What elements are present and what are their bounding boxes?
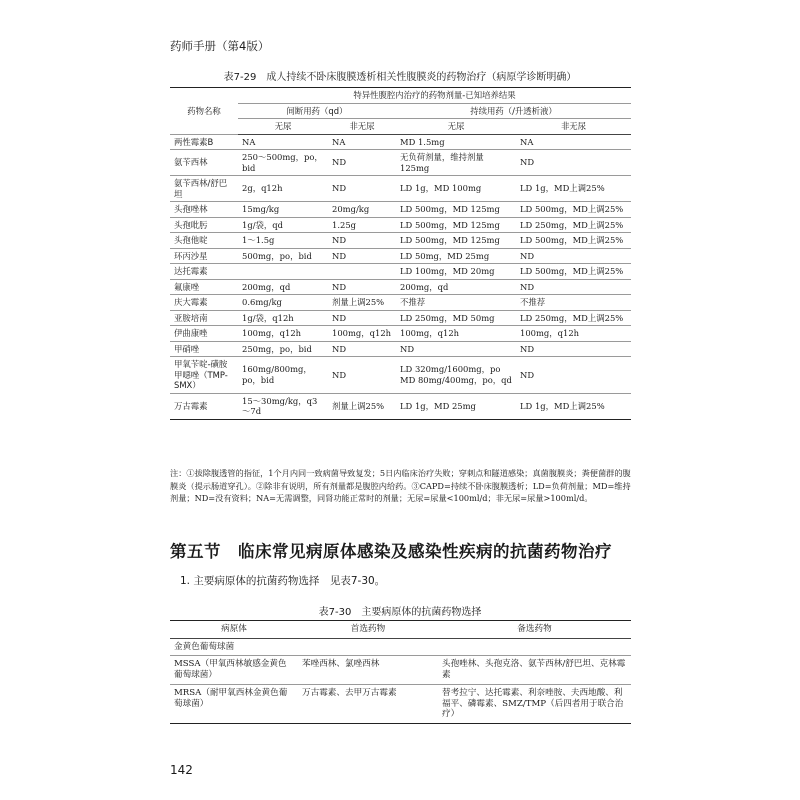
drug-name-cell: 达托霉素 [170,264,238,280]
dose-cell: 100mg，q12h [238,326,328,342]
dose-cell: LD 500mg，MD 125mg [396,233,516,249]
table-row [170,264,631,280]
table-row [170,341,631,357]
first-choice-header: 首选药物 [298,621,438,639]
dose-cell: ND [328,310,396,326]
table-row [170,217,631,233]
drug-name-cell: 头孢唑林 [170,202,238,218]
intermittent-header: 间断用药（qd） [238,103,396,119]
table-row [170,656,631,684]
continuous-header: 持续用药（/升透析液） [396,103,631,119]
first-choice-cell: 苯唑西林、氯唑西林 [298,656,438,684]
anuric-header: 无尿 [396,119,516,135]
table-row [170,202,631,218]
dose-cell: 1g/袋，q12h [238,310,328,326]
pathogen-cell: MSSA（甲氧西林敏感金黄色葡萄球菌） [170,656,298,684]
drug-name-cell: 伊曲康唑 [170,326,238,342]
dose-cell: LD 500mg，MD上调25% [516,233,631,249]
alternative-cell: 头孢唑林、头孢克洛、氨苄西林/舒巴坦、克林霉素 [438,656,631,684]
table1-notes: 注：①拔除腹透管的指征，1个月内同一致病菌导致复发；5日内临床治疗失败；穿刺点和隧道感染；真菌腹膜炎；粪便菌群的腹膜炎（提示肠道穿孔）。②除非有说明，所有剂量都是腹腔内给药。③CAPD=持续不卧床腹膜透析；LD=负荷剂量；MD=维持剂量；ND=没有资料；NA=无需调整，同肾功能正常时的剂量；无尿=尿量<100ml/d；非无尿=尿量>100ml/d。 [170,468,631,504]
drug-name-cell: 头孢他啶 [170,233,238,249]
pathogen-cell: MRSA（耐甲氧西林金黄色葡萄球菌） [170,684,298,723]
dose-cell: LD 250mg，MD上调25% [516,310,631,326]
table-row [170,638,631,656]
dose-cell: LD 320mg/1600mg，po MD 80mg/400mg，po，qd [396,357,516,394]
alternative-header: 备选药物 [438,621,631,639]
drug-name-cell: 头孢吡肟 [170,217,238,233]
nonanuric-header: 非无尿 [328,119,396,135]
dose-cell: 0.6mg/kg [238,295,328,311]
dose-cell: 1g/袋，qd [238,217,328,233]
dose-cell [238,264,328,280]
drug-name-cell: 亚胺培南 [170,310,238,326]
dose-cell: NA [516,134,631,150]
dose-cell: 15～30mg/kg，q3～7d [238,393,328,419]
dose-cell: 160mg/800mg，po，bid [238,357,328,394]
anuric-header: 无尿 [238,119,328,135]
drug-name-header: 药物名称 [170,88,238,135]
dose-cell: LD 500mg，MD 125mg [396,217,516,233]
dose-cell: ND [328,279,396,295]
drug-name-cell: 甲氧苄啶-磺胺甲噁唑（TMP-SMX） [170,357,238,394]
dose-cell: LD 1g，MD上调25% [516,176,631,202]
table1-top-header: 特异性腹腔内治疗的药物剂量-已知培养结果 [238,88,631,104]
pathogen-table [170,620,631,724]
dose-cell: 不推荐 [516,295,631,311]
dose-cell: LD 1g，MD 100mg [396,176,516,202]
table2-caption: 表7-30 主要病原体的抗菌药物选择 [318,607,482,618]
dose-cell: MD 1.5mg [396,134,516,150]
dose-cell: 100mg，q12h [516,326,631,342]
dose-cell: ND [328,176,396,202]
dose-cell: 20mg/kg [328,202,396,218]
table-row [170,279,631,295]
drug-name-cell: 两性霉素B [170,134,238,150]
dose-cell: LD 250mg，MD 50mg [396,310,516,326]
dose-cell: 15mg/kg [238,202,328,218]
dose-cell: LD 100mg，MD 20mg [396,264,516,280]
dose-cell: ND [328,357,396,394]
table-row [170,134,631,150]
dose-cell: ND [516,357,631,394]
drug-name-cell: 氨苄西林/舒巴坦 [170,176,238,202]
dose-cell: 1～1.5g [238,233,328,249]
dose-cell: 剂量上调25% [328,393,396,419]
dose-cell: ND [328,248,396,264]
table-row [170,233,631,249]
dose-cell: 1.25g [328,217,396,233]
table-row [170,357,631,394]
pathogen-header: 病原体 [170,621,298,639]
table-row [170,393,631,419]
table-row [170,326,631,342]
dose-cell: ND [516,341,631,357]
table-row [170,248,631,264]
dose-cell: 2g，q12h [238,176,328,202]
drug-name-cell: 万古霉素 [170,393,238,419]
dose-cell: 不推荐 [396,295,516,311]
dose-cell: ND [396,341,516,357]
dose-cell: 250～500mg，po，bid [238,150,328,176]
dose-cell: ND [328,341,396,357]
first-choice-cell: 万古霉素、去甲万古霉素 [298,684,438,723]
dose-cell: NA [238,134,328,150]
dose-cell: ND [328,233,396,249]
table1-caption: 表7-29 成人持续不卧床腹膜透析相关性腹膜炎的药物治疗（病原学诊断明确） [223,72,577,83]
dose-cell: 250mg，po，bid [238,341,328,357]
alternative-cell: 替考拉宁、达托霉素、利奈唑胺、夫西地酸、利福平、磷霉素、SMZ/TMP（后四者用于联合治疗） [438,684,631,723]
dose-cell: 100mg，q12h [328,326,396,342]
table-row [170,176,631,202]
drug-name-cell: 环丙沙星 [170,248,238,264]
section-title: 第五节 临床常见病原体感染及感染性疾病的抗菌药物治疗 [170,542,612,561]
table-row [170,295,631,311]
dose-cell: LD 250mg，MD上调25% [516,217,631,233]
dose-cell [328,264,396,280]
dose-cell: LD 1g，MD 25mg [396,393,516,419]
dose-cell: 100mg，q12h [396,326,516,342]
nonanuric-header: 非无尿 [516,119,631,135]
dose-cell: 200mg，qd [238,279,328,295]
dose-cell: 500mg，po，bid [238,248,328,264]
page-number: 142 [170,763,193,777]
dose-cell: 无负荷剂量，维持剂量125mg [396,150,516,176]
dose-cell: NA [328,134,396,150]
table-row [170,310,631,326]
drug-name-cell: 氨苄西林 [170,150,238,176]
drug-name-cell: 庆大霉素 [170,295,238,311]
dose-cell: ND [516,150,631,176]
drug-name-cell: 氟康唑 [170,279,238,295]
dosage-table [170,87,631,420]
drug-name-cell: 甲硝唑 [170,341,238,357]
dose-cell: ND [516,279,631,295]
item-1-text: 1. 主要病原体的抗菌药物选择 见表7-30。 [180,575,386,587]
dose-cell: ND [328,150,396,176]
dose-cell: LD 500mg，MD上调25% [516,202,631,218]
dose-cell: ND [516,248,631,264]
dose-cell: 200mg，qd [396,279,516,295]
table-row [170,684,631,723]
dose-cell: 剂量上调25% [328,295,396,311]
table-row [170,150,631,176]
dose-cell: LD 1g，MD上调25% [516,393,631,419]
dose-cell: LD 50mg，MD 25mg [396,248,516,264]
dose-cell: LD 500mg，MD 125mg [396,202,516,218]
dose-cell: LD 500mg，MD上调25% [516,264,631,280]
running-header: 药师手册（第4版） [170,39,270,53]
group-label: 金黄色葡萄球菌 [170,638,631,656]
